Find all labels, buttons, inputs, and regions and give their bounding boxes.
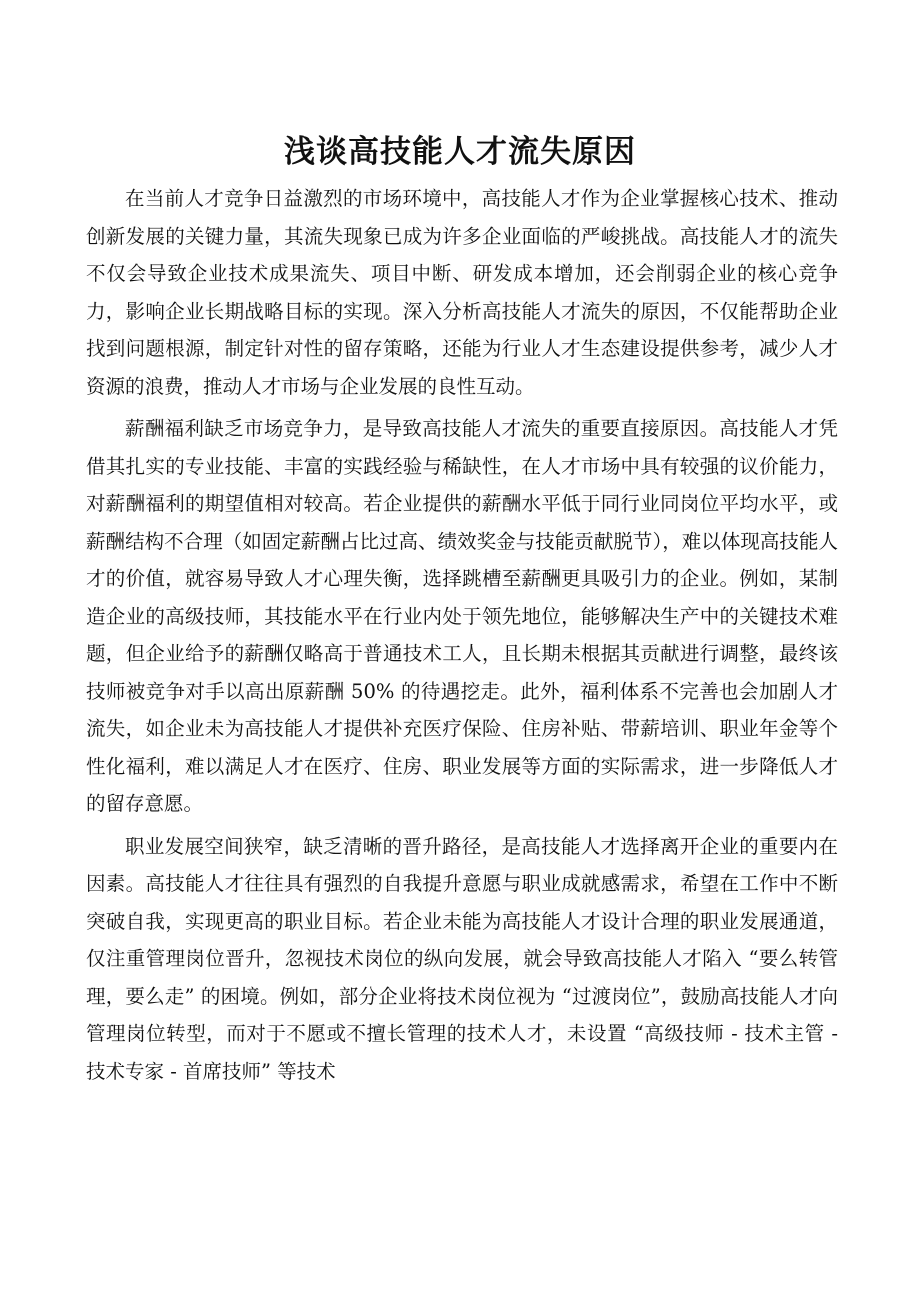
paragraph-intro: 在当前人才竞争日益激烈的市场环境中，高技能人才作为企业掌握核心技术、推动创新发展的关键力量，其流失现象已成为许多企业面临的严峻挑战。高技能人才的流失不仅会导致企业技术成果流失、项目中断、研发成本增加，还会削弱企业的核心竞争力，影响企业长期战略目标的实现。深入分析高技能人才流失的原因，不仅能帮助企业找到问题根源，制定针对性的留存策略，还能为行业人才生态建设提供参考，减少人才资源的浪费，推动人才市场与企业发展的良性互动。 bbox=[86, 187, 838, 398]
paragraph-career: 职业发展空间狭窄，缺乏清晰的晋升路径，是高技能人才选择离开企业的重要内在因素。高技能人才往往具有强烈的自我提升意愿与职业成就感需求，希望在工作中不断突破自我，实现更高的职业目标。若企业未能为高技能人才设计合理的职业发展通道，仅注重管理岗位晋升，忽视技术岗位的纵向发展，就会导致高技能人才陷入 “要么转管理，要么走” 的困境。例如，部分企业将技术岗位视为 “过渡岗位”，鼓励高技能人才向管理岗位转型，而对于不愿或不擅长管理的技术人才，未设置 “高级技师 - 技术主管 - 技术专家 - 首席技师” 等技术 bbox=[86, 834, 838, 1083]
document-title: 浅谈高技能人才流失原因 bbox=[284, 134, 636, 170]
paragraph-salary: 薪酬福利缺乏市场竞争力，是导致高技能人才流失的重要直接原因。高技能人才凭借其扎实的专业技能、丰富的实践经验与稀缺性，在人才市场中具有较强的议价能力，对薪酬福利的期望值相对较高。若企业提供的薪酬水平低于同行业同岗位平均水平，或薪酬结构不合理（如固定薪酬占比过高、绩效奖金与技能贡献脱节），难以体现高技能人才的价值，就容易导致人才心理失衡，选择跳槽至薪酬更具吸引力的企业。例如，某制造企业的高级技师，其技能水平在行业内处于领先地位，能够解决生产中的关键技术难题，但企业给予的薪酬仅略高于普通技术工人，且长期未根据其贡献进行调整，最终该技师被竞争对手以高出原薪酬 50% 的待遇挖走。此外，福利体系不完善也会加剧人才流失，如企业未为高技能人才提供补充医疗保险、住房补贴、带薪培训、职业年金等个性化福利，难以满足人才在医疗、住房、职业发展等方面的实际需求，进一步降低人才的留存意愿。 bbox=[86, 417, 838, 815]
document-body bbox=[86, 180, 838, 1095]
